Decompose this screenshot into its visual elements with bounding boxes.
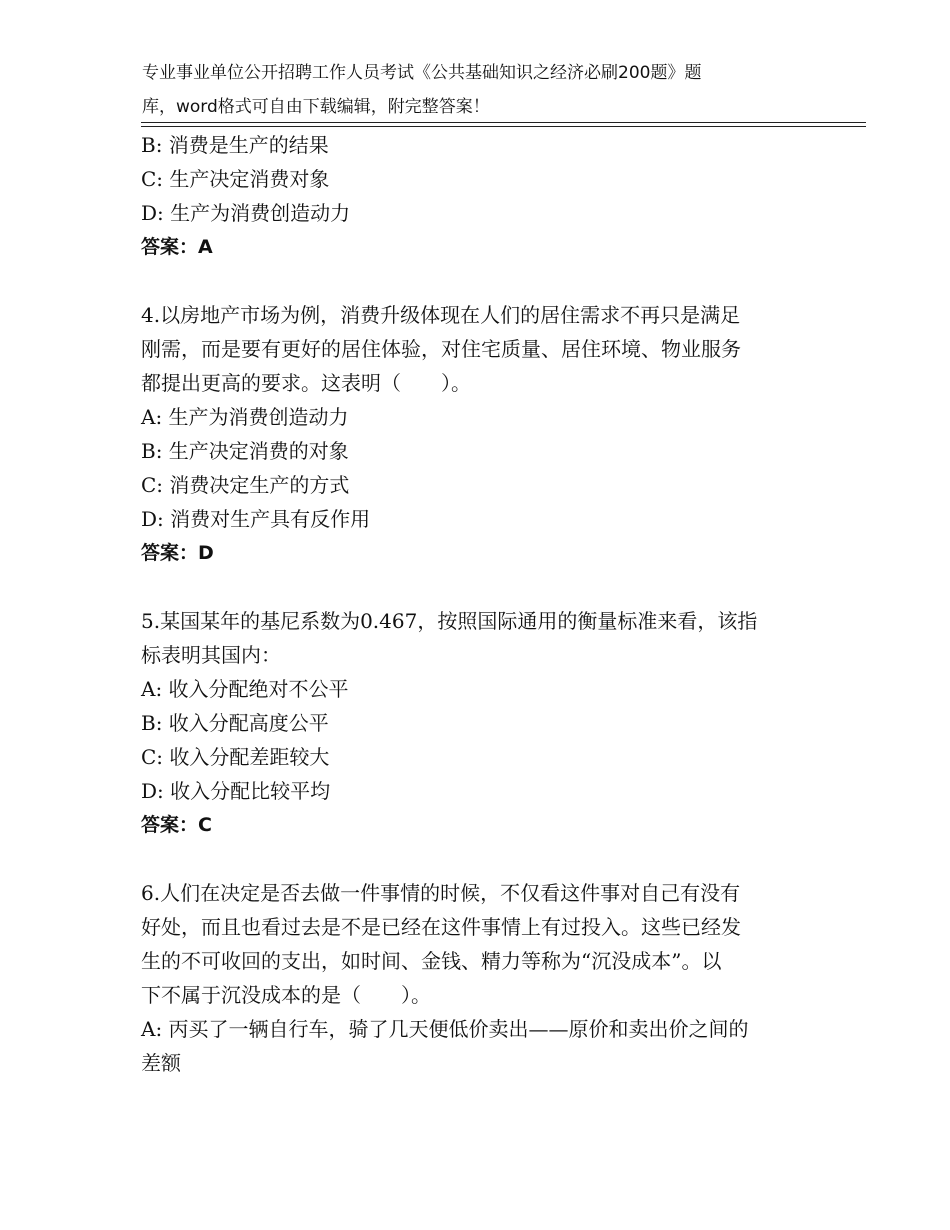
q3-option-d: D: 生产为消费创造动力: [141, 201, 351, 225]
q4-stem-line: 都提出更高的要求。这表明（ ）。: [141, 371, 471, 395]
q3-option-c: C: 生产决定消费对象: [141, 167, 330, 191]
q5-option-a: A: 收入分配绝对不公平: [141, 677, 349, 701]
q4-answer: 答案：D: [141, 542, 214, 564]
q3-answer: 答案：A: [141, 236, 213, 258]
q4-option-a: A: 生产为消费创造动力: [141, 405, 349, 429]
q5-option-b: B: 收入分配高度公平: [141, 711, 329, 735]
header-title-line-2: 库，word格式可自由下载编辑，附完整答案！: [142, 97, 490, 117]
q5-option-c: C: 收入分配差距较大: [141, 745, 330, 769]
spacer: [141, 264, 821, 298]
q5-option-d: D: 收入分配比较平均: [141, 779, 331, 803]
spacer: [141, 842, 821, 876]
q5-stem-line: 5.某国某年的基尼系数为0.467，按照国际通用的衡量标准来看，该指: [141, 609, 758, 633]
q4-stem-line: 4.以房地产市场为例，消费升级体现在人们的居住需求不再只是满足: [141, 303, 741, 327]
q5-answer: 答案：C: [141, 814, 212, 836]
q5-stem-line: 标表明其国内：: [141, 643, 281, 667]
question-3: [141, 128, 821, 264]
header-divider-top: [141, 122, 866, 123]
q6-option-a-continued: 差额: [141, 1051, 181, 1075]
question-4: [141, 298, 821, 570]
spacer: [141, 570, 821, 604]
q4-option-b: B: 生产决定消费的对象: [141, 439, 349, 463]
question-6: [141, 876, 821, 1080]
q6-stem-line: 好处，而且也看过去是不是已经在这件事情上有过投入。这些已经发: [141, 915, 741, 939]
q6-stem-line: 下不属于沉没成本的是（ ）。: [141, 983, 431, 1007]
q4-option-c: C: 消费决定生产的方式: [141, 473, 350, 497]
q6-stem-line: 生的不可收回的支出，如时间、金钱、精力等称为“沉没成本”。以: [141, 949, 722, 973]
document-header: [142, 56, 782, 124]
header-title-line-1: 专业事业单位公开招聘工作人员考试《公共基础知识之经济必刷200题》题: [142, 63, 702, 83]
q4-stem-line: 刚需，而是要有更好的居住体验，对住宅质量、居住环境、物业服务: [141, 337, 741, 361]
header-divider-bottom: [141, 126, 866, 127]
q3-option-b: B: 消费是生产的结果: [141, 133, 329, 157]
question-5: [141, 604, 821, 842]
q6-stem-line: 6.人们在决定是否去做一件事情的时候，不仅看这件事对自己有没有: [141, 881, 741, 905]
question-content: [141, 128, 821, 1080]
q4-option-d: D: 消费对生产具有反作用: [141, 507, 371, 531]
q6-option-a: A: 丙买了一辆自行车，骑了几天便低价卖出——原价和卖出价之间的: [141, 1017, 749, 1041]
